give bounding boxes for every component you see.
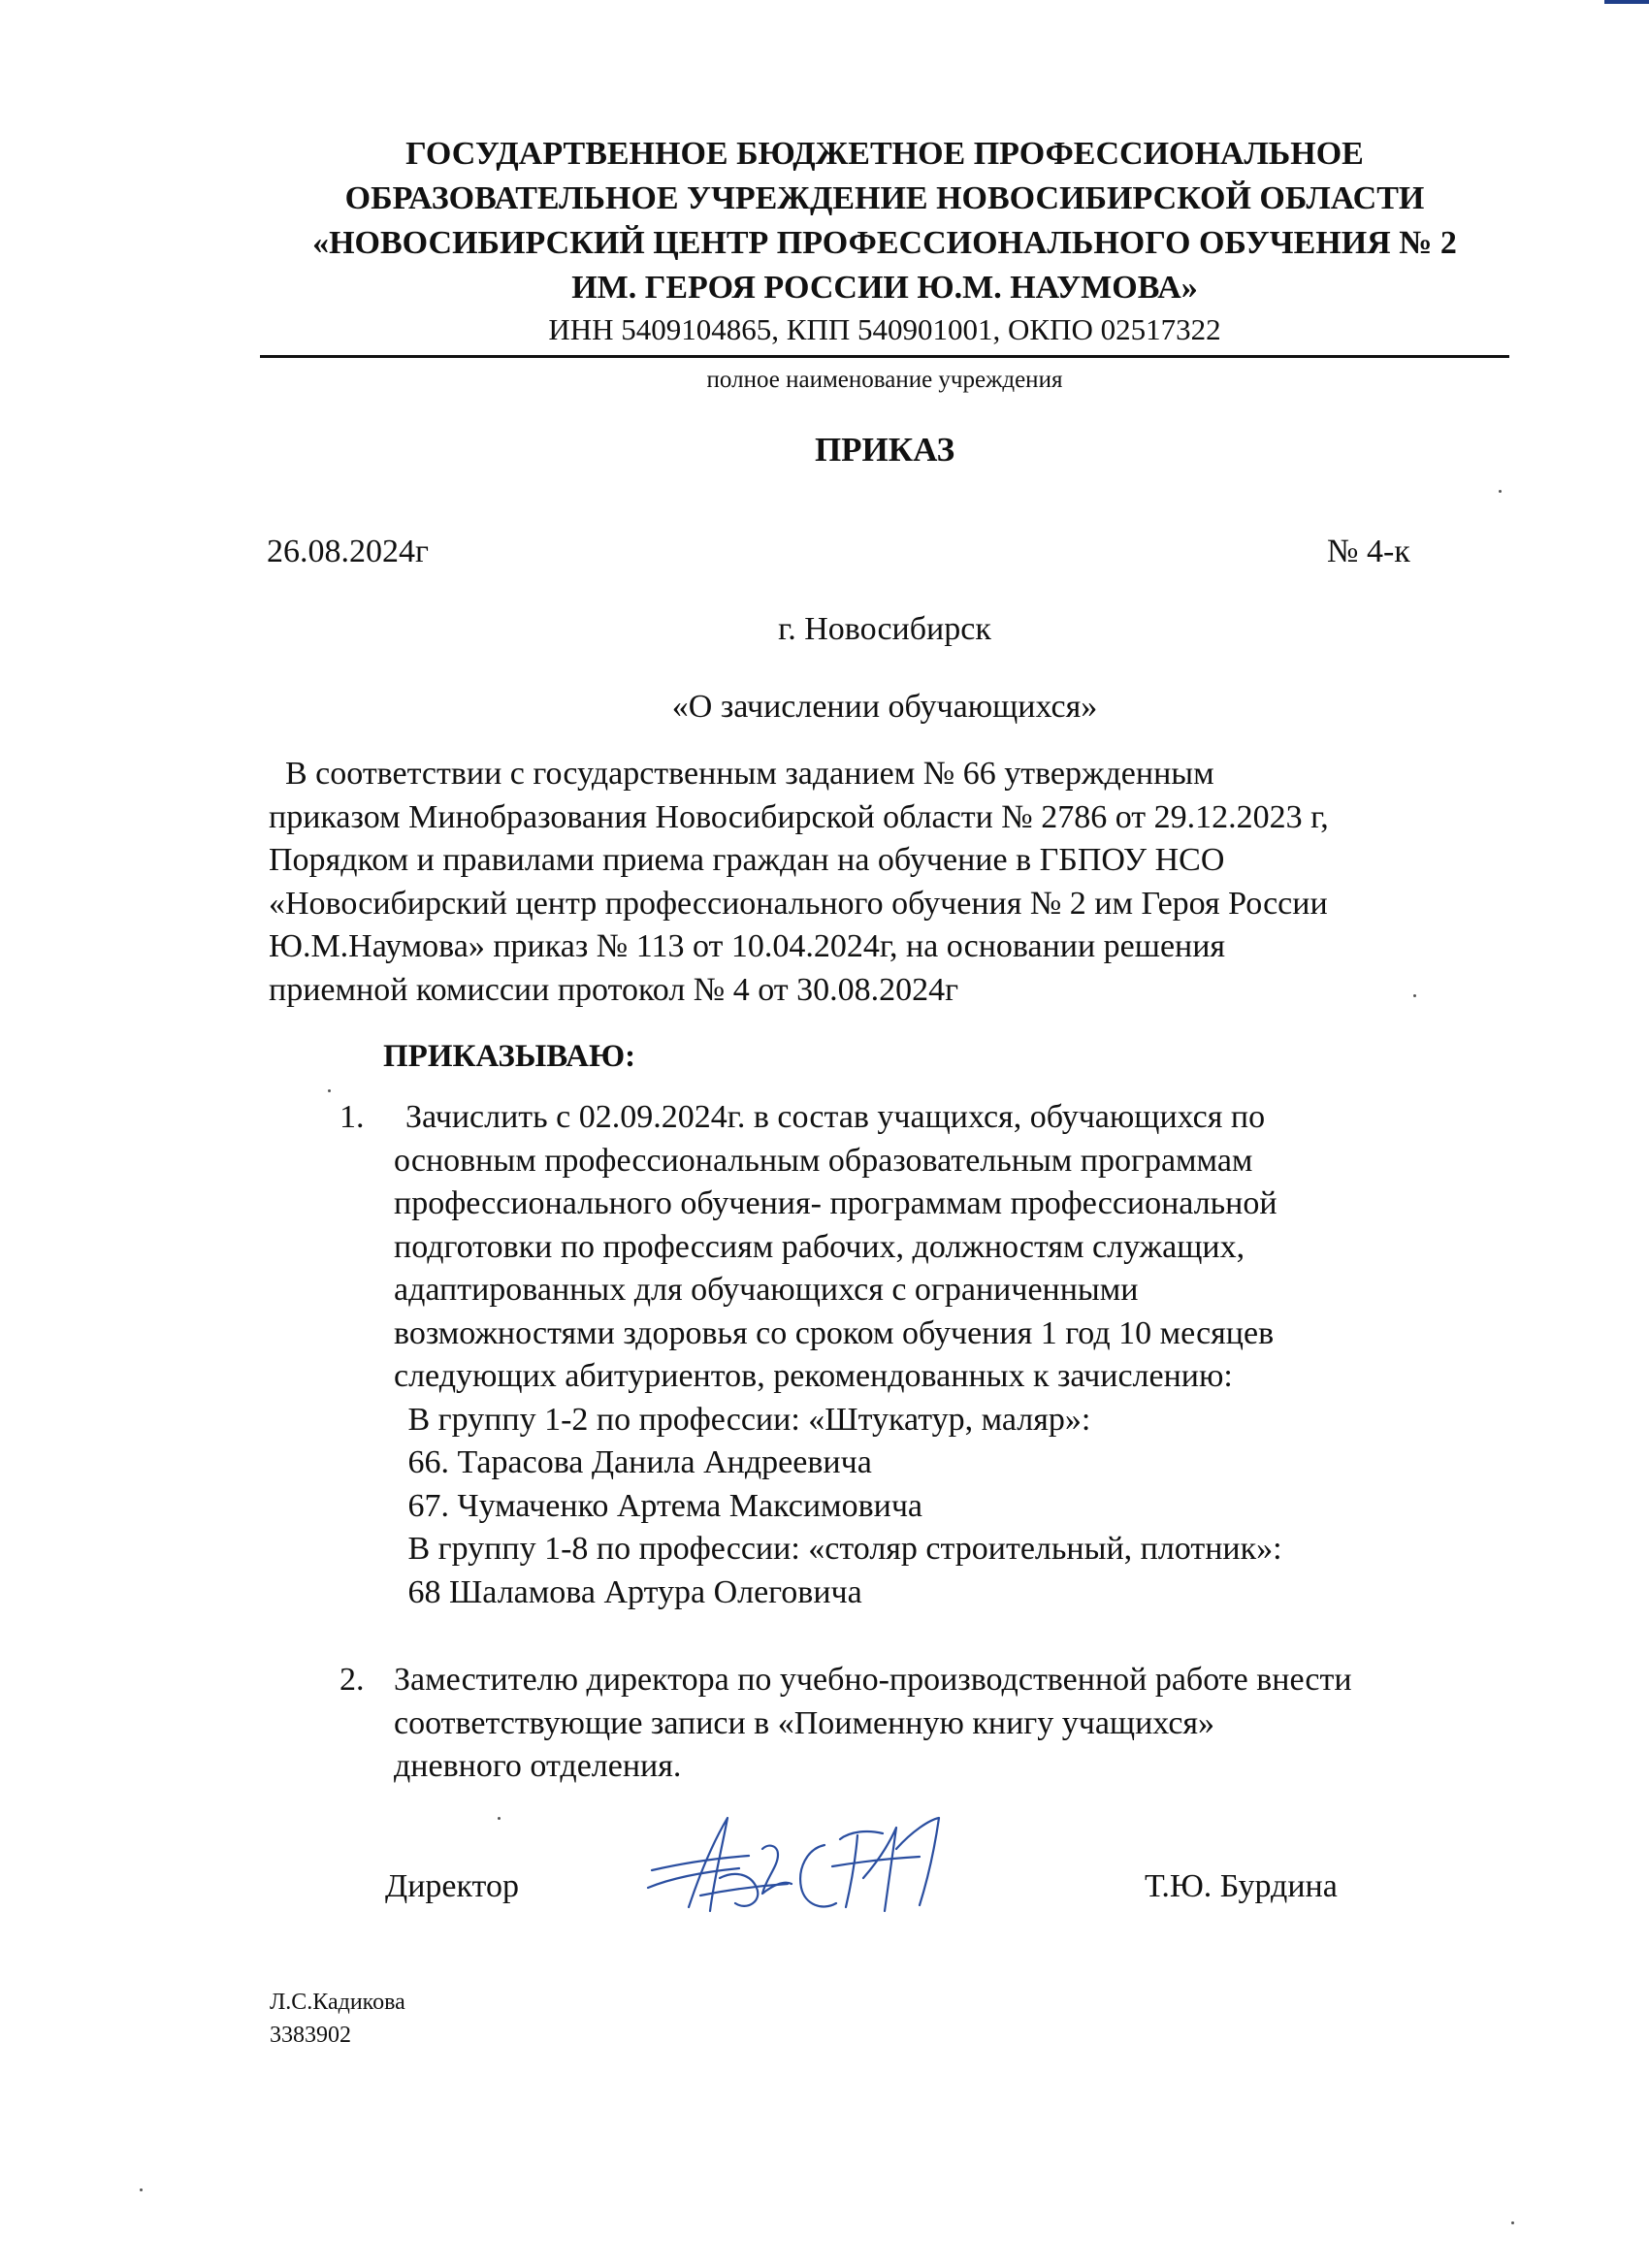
item-line: следующих абитуриентов, рекомендованных к зачислению: — [394, 1358, 1233, 1394]
basis-line: В соответствии с государственным заданием № 66 утвержденным — [269, 756, 1214, 792]
org-name-line-3: «НОВОСИБИРСКИЙ ЦЕНТР ПРОФЕССИОНАЛЬНОГО ОБУЧЕНИЯ № 2 — [312, 225, 1457, 261]
basis-line: приказом Минобразования Новосибирской области № 2786 от 29.12.2023 г, — [269, 798, 1329, 835]
order-date: 26.08.2024г — [267, 534, 429, 569]
item-line: возможностями здоровья со сроком обучения 1 год 10 месяцев — [394, 1314, 1275, 1351]
scan-speck — [328, 1089, 331, 1092]
item-line: Заместителю директора по учебно-производственной работе внести — [394, 1662, 1352, 1698]
basis-line: Ю.М.Наумова» приказ № 113 от 10.04.2024г, на основании решения — [269, 928, 1226, 964]
student-entry: 66. Тарасова Данила Андреевича — [400, 1444, 872, 1480]
basis-line: приемной комиссии протокол № 4 от 30.08.2024г — [269, 971, 959, 1008]
basis-line: «Новосибирский центр профессионального обучения № 2 им Героя России — [269, 885, 1328, 922]
order-number: № 4-к — [1327, 534, 1410, 569]
item-text — [394, 1096, 1282, 1614]
org-name-line-2: ОБРАЗОВАТЕЛЬНОЕ УЧРЕЖДЕНИЕ НОВОСИБИРСКОЙ ОБЛАСТИ — [344, 180, 1425, 216]
signatory-name: Т.Ю. Бурдина — [1145, 1868, 1338, 1904]
scan-corner-mark — [1604, 0, 1649, 4]
scan-speck — [498, 1817, 501, 1820]
executor-block — [270, 1986, 405, 2052]
item-line: подготовки по профессиям рабочих, должностям служащих, — [394, 1228, 1245, 1265]
scan-speck — [1511, 2221, 1514, 2224]
signatory-role: Директор — [385, 1868, 519, 1904]
item-line: профессионального обучения- программам профессиональной — [394, 1185, 1277, 1221]
group-heading: В группу 1-2 по профессии: «Штукатур, маляр»: — [400, 1401, 1091, 1438]
decree-heading: ПРИКАЗЫВАЮ: — [383, 1039, 636, 1074]
item-line: Зачислить с 02.09.2024г. в состав учащихся, обучающихся по — [405, 1099, 1266, 1135]
basis-line: Порядком и правилами приема граждан на обучение в ГБПОУ НСО — [269, 842, 1225, 878]
item-line: основным профессиональным образовательным программам — [394, 1142, 1253, 1179]
scan-speck — [1499, 490, 1502, 493]
item-line: адаптированных для обучающихся с ограниченными — [394, 1272, 1139, 1308]
document-title: ПРИКАЗ — [814, 431, 955, 469]
org-codes: ИНН 5409104865, КПП 540901001, ОКПО 02517322 — [548, 312, 1221, 346]
item-text — [394, 1659, 1352, 1789]
item-line: дневного отделения. — [394, 1748, 682, 1784]
org-name-line-4: ИМ. ГЕРОЯ РОССИИ Ю.М. НАУМОВА» — [571, 270, 1198, 306]
item-line: соответствующие записи в «Поименную книгу учащихся» — [394, 1704, 1215, 1741]
order-city: г. Новосибирск — [778, 611, 991, 647]
scan-speck — [140, 2188, 143, 2191]
org-name-line-1: ГОСУДАРТВЕННОЕ БЮДЖЕТНОЕ ПРОФЕССИОНАЛЬНОЕ — [405, 136, 1364, 172]
group-heading: В группу 1-8 по профессии: «столяр строительный, плотник»: — [400, 1531, 1282, 1567]
handwritten-signature — [642, 1810, 991, 1927]
org-caption: полное наименование учреждения — [706, 367, 1063, 393]
header-divider — [260, 355, 1509, 358]
order-subject: «О зачислении обучающихся» — [671, 689, 1098, 725]
student-entry: 68 Шаламова Артура Олеговича — [400, 1573, 862, 1610]
basis-paragraph — [269, 753, 1329, 1012]
item-number: 1. — [340, 1099, 365, 1135]
executor-phone: 3383902 — [270, 2023, 351, 2048]
student-entry: 67. Чумаченко Артема Максимовича — [400, 1487, 923, 1524]
executor-name: Л.С.Кадикова — [270, 1990, 405, 2015]
scan-speck — [1413, 994, 1416, 997]
item-number: 2. — [340, 1662, 365, 1698]
